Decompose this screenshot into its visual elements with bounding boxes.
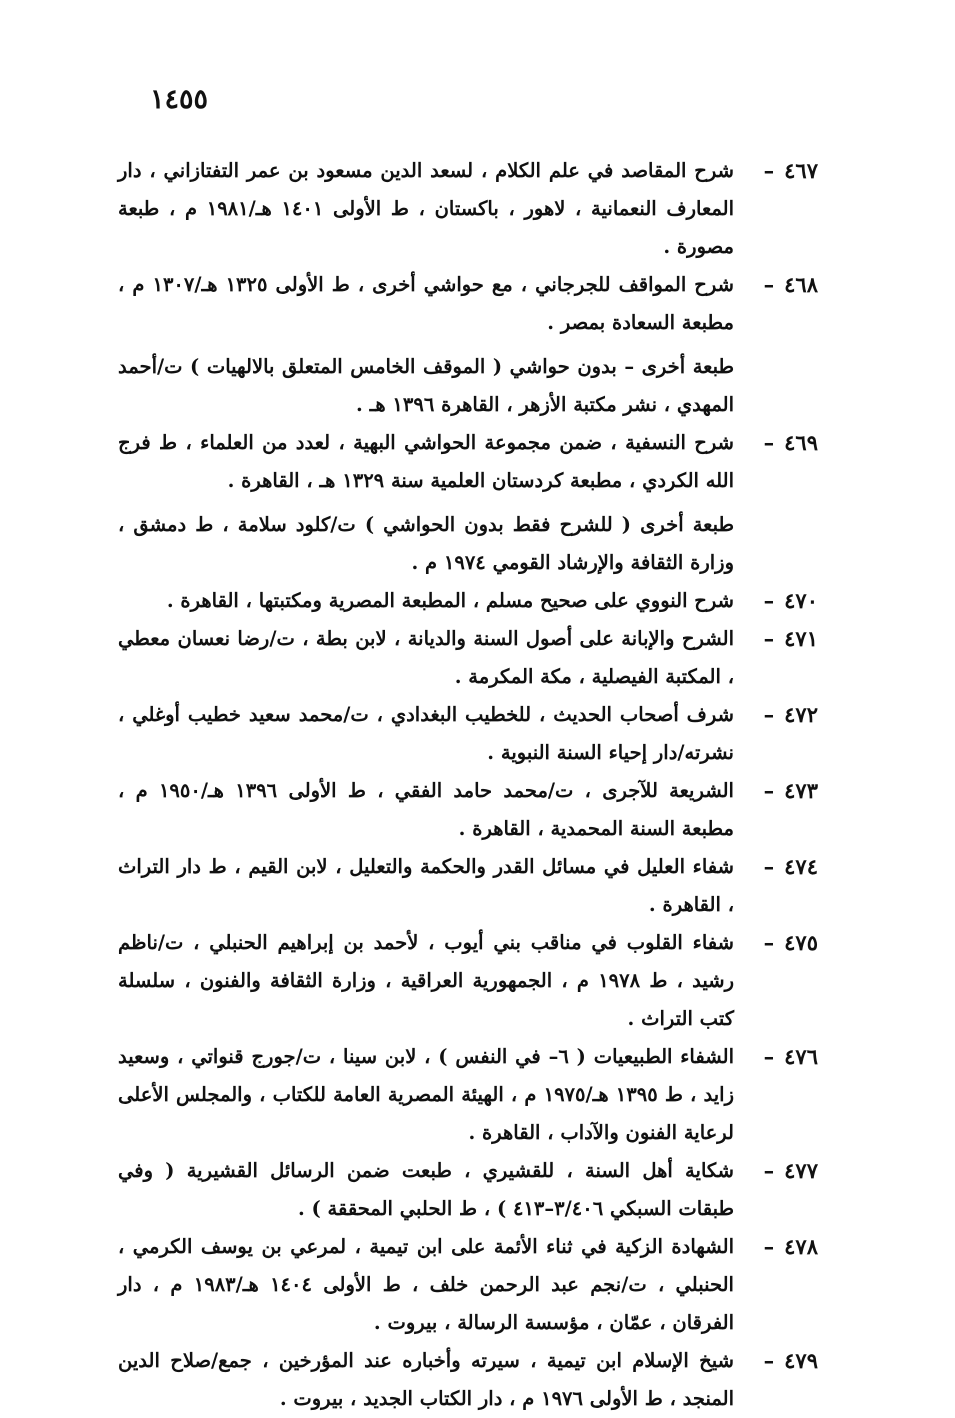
- entry-number: ٤٧٢: [784, 702, 818, 727]
- entry-text: الشفاء الطبيعيات ( ٦– في النفس ) ، لابن سينا ، ت/جورج قنواتي ، وسعيد زايد ، ط ١٣٩٥ هـ/١٩٧٥ م ، الهيئة المصرية العامة للكتاب ، والمجلس الأعلى لرعاية الفنون والآداب ، القاهرة .: [118, 1045, 734, 1144]
- bibliography-entry: ٤٧٥– شفاء القلوب في مناقب بني أيوب ، لأحمد بن إبراهيم الحنبلي ، ت/ناظم رشيد ، ط ١٩٧٨ م ، الجمهورية العراقية ، وزارة الثقافة والفنون ، سلسلة كتب التراث .: [118, 924, 818, 1038]
- entry-sub-text: طبعة أخرى ( للشرح فقط بدون الحواشي ) ت/كلود سلامة ، ط دمشق ، وزارة الثقافة والإرشاد القومي ١٩٧٤ م .: [118, 513, 734, 574]
- bibliography-entry: ٤٦٩– شرح النسفية ، ضمن مجموعة الحواشي البهية ، لعدد من العلماء ، ط فرج الله الكردي ، مطبعة كردستان العلمية سنة ١٣٢٩ هـ ، القاهرة .: [118, 424, 818, 500]
- entry-text: شفاء القلوب في مناقب بني أيوب ، لأحمد بن إبراهيم الحنبلي ، ت/ناظم رشيد ، ط ١٩٧٨ م ، الجمهورية العراقية ، وزارة الثقافة والفنون ، سلسلة كتب التراث .: [118, 931, 734, 1030]
- entry-number: ٤٦٧: [784, 158, 818, 183]
- entry-text: شيخ الإسلام ابن تيمية ، سيرته وأخباره عند المؤرخين ، جمع/صلاح الدين المنجد ، ط الأولى ١٩٧٦ م ، دار الكتاب الجديد ، بيروت .: [118, 1349, 734, 1410]
- entry-number: ٤٧٩: [784, 1348, 818, 1373]
- bibliography-entry: ٤٧٤– شفاء العليل في مسائل القدر والحكمة والتعليل ، لابن القيم ، ط دار التراث ، القاهرة .: [118, 848, 818, 924]
- bibliography-entry: ٤٧٩– شيخ الإسلام ابن تيمية ، سيرته وأخباره عند المؤرخين ، جمع/صلاح الدين المنجد ، ط الأولى ١٩٧٦ م ، دار الكتاب الجديد ، بيروت .: [118, 1342, 818, 1418]
- entry-text: شفاء العليل في مسائل القدر والحكمة والتعليل ، لابن القيم ، ط دار التراث ، القاهرة .: [118, 855, 734, 916]
- bibliography-entry: ٤٦٧– شرح المقاصد في علم الكلام ، لسعد الدين مسعود بن عمر التفتازاني ، دار المعارف النعمانية ، لاهور ، باكستان ، ط الأولى ١٤٠١ هـ/١٩٨١ م ، طبعة مصورة .: [118, 152, 818, 266]
- entry-number: ٤٦٩: [784, 430, 818, 455]
- entry-text: شرح النووي على صحيح مسلم ، المطبعة المصرية ومكتبتها ، القاهرة .: [166, 589, 734, 612]
- entry-number: ٤٧٥: [784, 930, 818, 955]
- entry-number: ٤٧٧: [784, 1158, 818, 1183]
- entry-text: شكاية أهل السنة ، للقشيري ، طبعت ضمن الرسائل القشيرية ( وفي طبقات السبكي ٣/٤٠٦–٤١٣ ) ، ط الحلبي المحققة ) .: [118, 1159, 734, 1220]
- entry-sub-text: طبعة أخرى – بدون حواشي ( الموقف الخامس المتعلق بالالهيات ) ت/أحمد المهدي ، نشر مكتبة الأزهر ، القاهرة ١٣٩٦ هـ .: [118, 355, 734, 416]
- bibliography-entry: ٤٧٢– شرف أصحاب الحديث ، للخطيب البغدادي ، ت/محمد سعيد خطيب أوغلي ، نشرته/دار إحياء السنة النبوية .: [118, 696, 818, 772]
- entry-number: ٤٧٨: [784, 1234, 818, 1259]
- entry-number: ٤٧٦: [784, 1044, 818, 1069]
- bibliography-entry: ٤٧٧– شكاية أهل السنة ، للقشيري ، طبعت ضمن الرسائل القشيرية ( وفي طبقات السبكي ٣/٤٠٦–٤١٣ ) ، ط الحلبي المحققة ) .: [118, 1152, 818, 1228]
- bibliography-entry: ٤٧١– الشرح والإبانة على أصول السنة والديانة ، لابن بطة ، ت/رضا نعسان معطي ، المكتبة الفيصلية ، مكة المكرمة .: [118, 620, 818, 696]
- entry-number: ٤٧١: [784, 626, 818, 651]
- entry-number: ٤٧٤: [784, 854, 818, 879]
- entry-text: الشرح والإبانة على أصول السنة والديانة ، لابن بطة ، ت/رضا نعسان معطي ، المكتبة الفيصلية ، مكة المكرمة .: [118, 627, 734, 688]
- entry-text: شرف أصحاب الحديث ، للخطيب البغدادي ، ت/محمد سعيد خطيب أوغلي ، نشرته/دار إحياء السنة النبوية .: [118, 703, 734, 764]
- entry-text: شرح النسفية ، ضمن مجموعة الحواشي البهية ، لعدد من العلماء ، ط فرج الله الكردي ، مطبعة كردستان العلمية سنة ١٣٢٩ هـ ، القاهرة .: [118, 431, 734, 492]
- bibliography-list: [118, 152, 818, 1418]
- entry-number: ٤٦٨: [784, 272, 818, 297]
- bibliography-entry: ٤٧٦– الشفاء الطبيعيات ( ٦– في النفس ) ، لابن سينا ، ت/جورج قنواتي ، وسعيد زايد ، ط ١٣٩٥ هـ/١٩٧٥ م ، الهيئة المصرية العامة للكتاب ، والمجلس الأعلى لرعاية الفنون والآداب ، القاهرة .: [118, 1038, 818, 1152]
- entry-number: ٤٧٠: [784, 588, 818, 613]
- page-number: ١٤٥٥: [150, 84, 209, 115]
- entry-text: شرح المقاصد في علم الكلام ، لسعد الدين مسعود بن عمر التفتازاني ، دار المعارف النعمانية ، لاهور ، باكستان ، ط الأولى ١٤٠١ هـ/١٩٨١ م ، طبعة مصورة .: [118, 159, 734, 258]
- bibliography-entry: ٤٧٨– الشهادة الزكية في ثناء الأئمة على ابن تيمية ، لمرعي بن يوسف الكرمي ، الحنبلي ، ت/نجم عبد الرحمن خلف ، ط الأولى ١٤٠٤ هـ/١٩٨٣ م ، دار الفرقان ، عمّان ، مؤسسة الرسالة ، بيروت .: [118, 1228, 818, 1342]
- entry-number: ٤٧٣: [784, 778, 818, 803]
- bibliography-entry: ٤٧٣– الشريعة للآجرى ، ت/محمد حامد الفقي ، ط الأولى ١٣٩٦ هـ/١٩٥٠ م ، مطبعة السنة المحمدية ، القاهرة .: [118, 772, 818, 848]
- bibliography-entry: ٤٧٠– شرح النووي على صحيح مسلم ، المطبعة المصرية ومكتبتها ، القاهرة .: [118, 582, 818, 620]
- entry-text: شرح المواقف للجرجاني ، مع حواشي أخرى ، ط الأولى ١٣٢٥ هـ/١٣٠٧ م ، مطبعة السعادة بمصر .: [118, 273, 734, 334]
- bibliography-entry: ٤٦٨– شرح المواقف للجرجاني ، مع حواشي أخرى ، ط الأولى ١٣٢٥ هـ/١٣٠٧ م ، مطبعة السعادة بمصر .: [118, 266, 818, 342]
- entry-text: الشريعة للآجرى ، ت/محمد حامد الفقي ، ط الأولى ١٣٩٦ هـ/١٩٥٠ م ، مطبعة السنة المحمدية ، القاهرة .: [118, 779, 734, 840]
- entry-text: الشهادة الزكية في ثناء الأئمة على ابن تيمية ، لمرعي بن يوسف الكرمي ، الحنبلي ، ت/نجم عبد الرحمن خلف ، ط الأولى ١٤٠٤ هـ/١٩٨٣ م ، دار الفرقان ، عمّان ، مؤسسة الرسالة ، بيروت .: [118, 1235, 734, 1334]
